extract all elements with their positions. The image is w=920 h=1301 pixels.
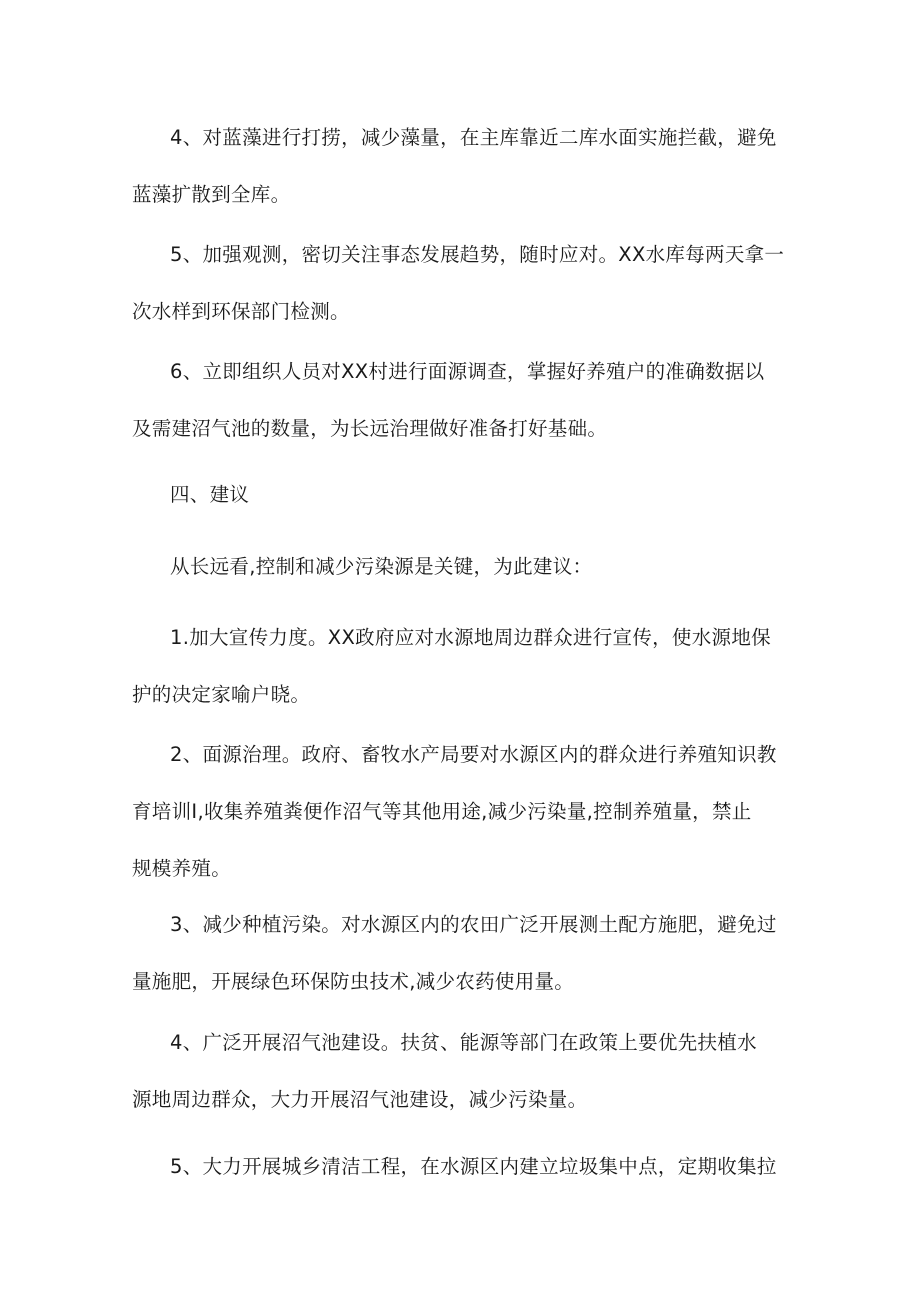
text-line: 规模养殖。 [132, 857, 232, 880]
text-line: 从长远看,控制和减少污染源是关键，为此建议： [170, 555, 593, 578]
text-line: 及需建沼气池的数量，为长远治理做好准备打好基础。 [132, 417, 608, 440]
paragraph-measure-5-observation [132, 245, 792, 322]
section-heading-text: 四、建议 [170, 483, 250, 506]
paragraph-suggestions-intro [132, 557, 792, 577]
text-line: 1.加大宣传力度。XX政府应对水源地周边群众进行宣传，使水源地保 [170, 626, 771, 649]
text-line: 2、面源治理。政府、畜牧水产局要对水源区内的群众进行养殖知识教 [170, 743, 777, 766]
text-line: 蓝藻扩散到全库。 [132, 183, 291, 206]
paragraph-suggestion-5-clean-project [132, 1157, 792, 1177]
paragraph-suggestion-4-biogas [132, 1033, 792, 1110]
section-heading-suggestions [132, 485, 792, 505]
paragraph-measure-6-survey [132, 362, 792, 439]
text-line: 3、减少种植污染。对水源区内的农田广泛开展测土配方施肥，避免过 [170, 913, 777, 936]
text-line: 6、立即组织人员对XX村进行面源调查，掌握好养殖户的准确数据以 [170, 360, 765, 383]
paragraph-suggestion-2-nonpoint-source [132, 745, 792, 879]
text-line: 量施肥，开展绿色环保防虫技术,减少农药使用量。 [132, 970, 575, 993]
text-line: 5、大力开展城乡清洁工程，在水源区内建立垃圾集中点，定期收集拉 [170, 1155, 777, 1178]
text-line: 4、对蓝藻进行打捞，减少藻量，在主库靠近二库水面实施拦截，避免 [170, 126, 777, 149]
paragraph-measure-4-algae-salvage [132, 128, 792, 205]
paragraph-suggestion-1-publicity [132, 628, 792, 705]
text-line: 源地周边群众，大力开展沼气池建设，减少污染量。 [132, 1088, 588, 1111]
text-line: 5、加强观测，密切关注事态发展趋势，随时应对。XX水库每两天拿一 [170, 243, 785, 266]
paragraph-suggestion-3-planting-pollution [132, 915, 792, 992]
text-line: 次水样到环保部门检测。 [132, 300, 350, 323]
text-line: 4、广泛开展沼气池建设。扶贫、能源等部门在政策上要优先扶植水 [170, 1031, 757, 1054]
text-line: 育培训I,收集养殖粪便作沼气等其他用途,减少污染量,控制养殖量，禁止 [132, 800, 752, 823]
text-line: 护的决定家喻户晓。 [132, 683, 311, 706]
